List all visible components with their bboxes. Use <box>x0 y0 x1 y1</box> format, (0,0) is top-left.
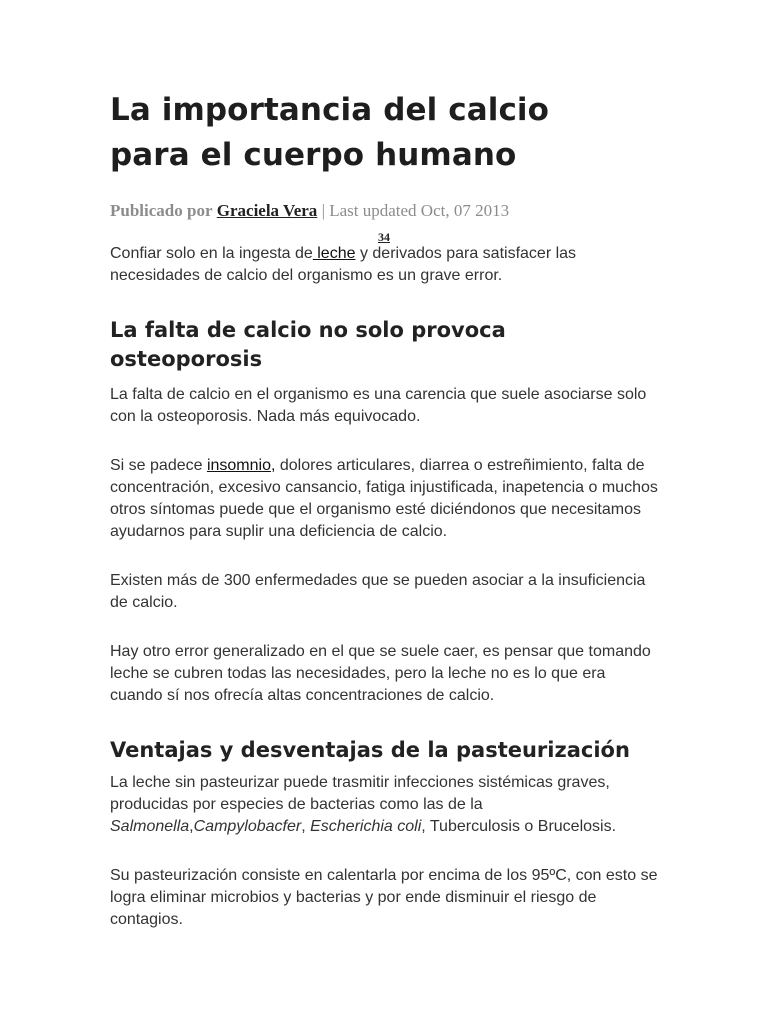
byline-separator: | <box>317 201 330 220</box>
paragraph-milk-error: Hay otro error generalizado en el que se suele caer, es pensar que tomando leche se cubren todas las necesidades, pero la leche no es lo que era cuando sí nos ofrecía altas concentraciones de calcio. <box>110 643 651 704</box>
bacteria-sep-2: , <box>301 818 311 835</box>
paragraph-bacteria <box>110 772 660 838</box>
leche-link[interactable]: leche <box>312 245 356 262</box>
bacteria-text-before: La leche sin pasteurizar puede trasmitir infecciones sistémicas graves, producidas por especies de bacterias como las de la <box>110 774 610 813</box>
paragraph-osteoporosis: La falta de calcio en el organismo es una carencia que suele asociarse solo con la osteoporosis. Nada más equivocado. <box>110 386 647 425</box>
byline <box>110 200 660 222</box>
title-line-1: La importancia del calcio <box>110 92 550 128</box>
symptoms-text-before: Si se padece <box>110 457 207 474</box>
insomnio-link[interactable]: insomnio, <box>206 457 276 474</box>
intro-text-before: Confiar solo en la ingesta de <box>110 245 313 262</box>
symptoms-text-after: dolores articulares, diarrea o estreñimiento, falta de concentración, excesivo cansancio, fatiga injustificada, inapetencia o muchos otros síntomas puede que el organismo esté diciéndonos que necesitamos ayudarnos para suplir una deficiencia de calcio. <box>110 457 658 540</box>
byline-label: Publicado por <box>110 201 213 220</box>
intro-text-after: y derivados para satisfacer las necesidades de calcio del organismo es un grave error. <box>110 245 577 284</box>
comment-count-link[interactable]: 34 <box>378 230 390 244</box>
paragraph-symptoms <box>110 455 660 543</box>
last-updated: Last updated Oct, 07 2013 <box>329 201 510 220</box>
article-title <box>110 88 660 178</box>
intro-paragraph <box>110 243 660 287</box>
title-line-2: para el cuerpo humano <box>110 137 517 173</box>
escherichia-coli-text: Escherichia coli <box>310 818 422 835</box>
section-heading-falta-calcio: La falta de calcio no solo provoca osteoporosis <box>110 318 506 371</box>
author-link[interactable]: Graciela Vera <box>216 201 318 220</box>
article <box>110 88 660 931</box>
salmonella-text: Salmonella <box>110 818 190 835</box>
campylobacfer-text: Campylobacfer <box>193 818 302 835</box>
paragraph-pasteurization-process: Su pasteurización consiste en calentarla por encima de los 95ºC, con esto se logra eliminar microbios y bacterias y por ende disminuir el riesgo de contagios. <box>110 867 658 928</box>
section-heading-pasteurizacion: Ventajas y desventajas de la pasteurización <box>110 738 630 762</box>
bacteria-sep-1: , <box>189 818 194 835</box>
paragraph-diseases: Existen más de 300 enfermedades que se pueden asociar a la insuficiencia de calcio. <box>110 572 646 611</box>
bacteria-text-after: , Tuberculosis o Brucelosis. <box>421 818 617 835</box>
